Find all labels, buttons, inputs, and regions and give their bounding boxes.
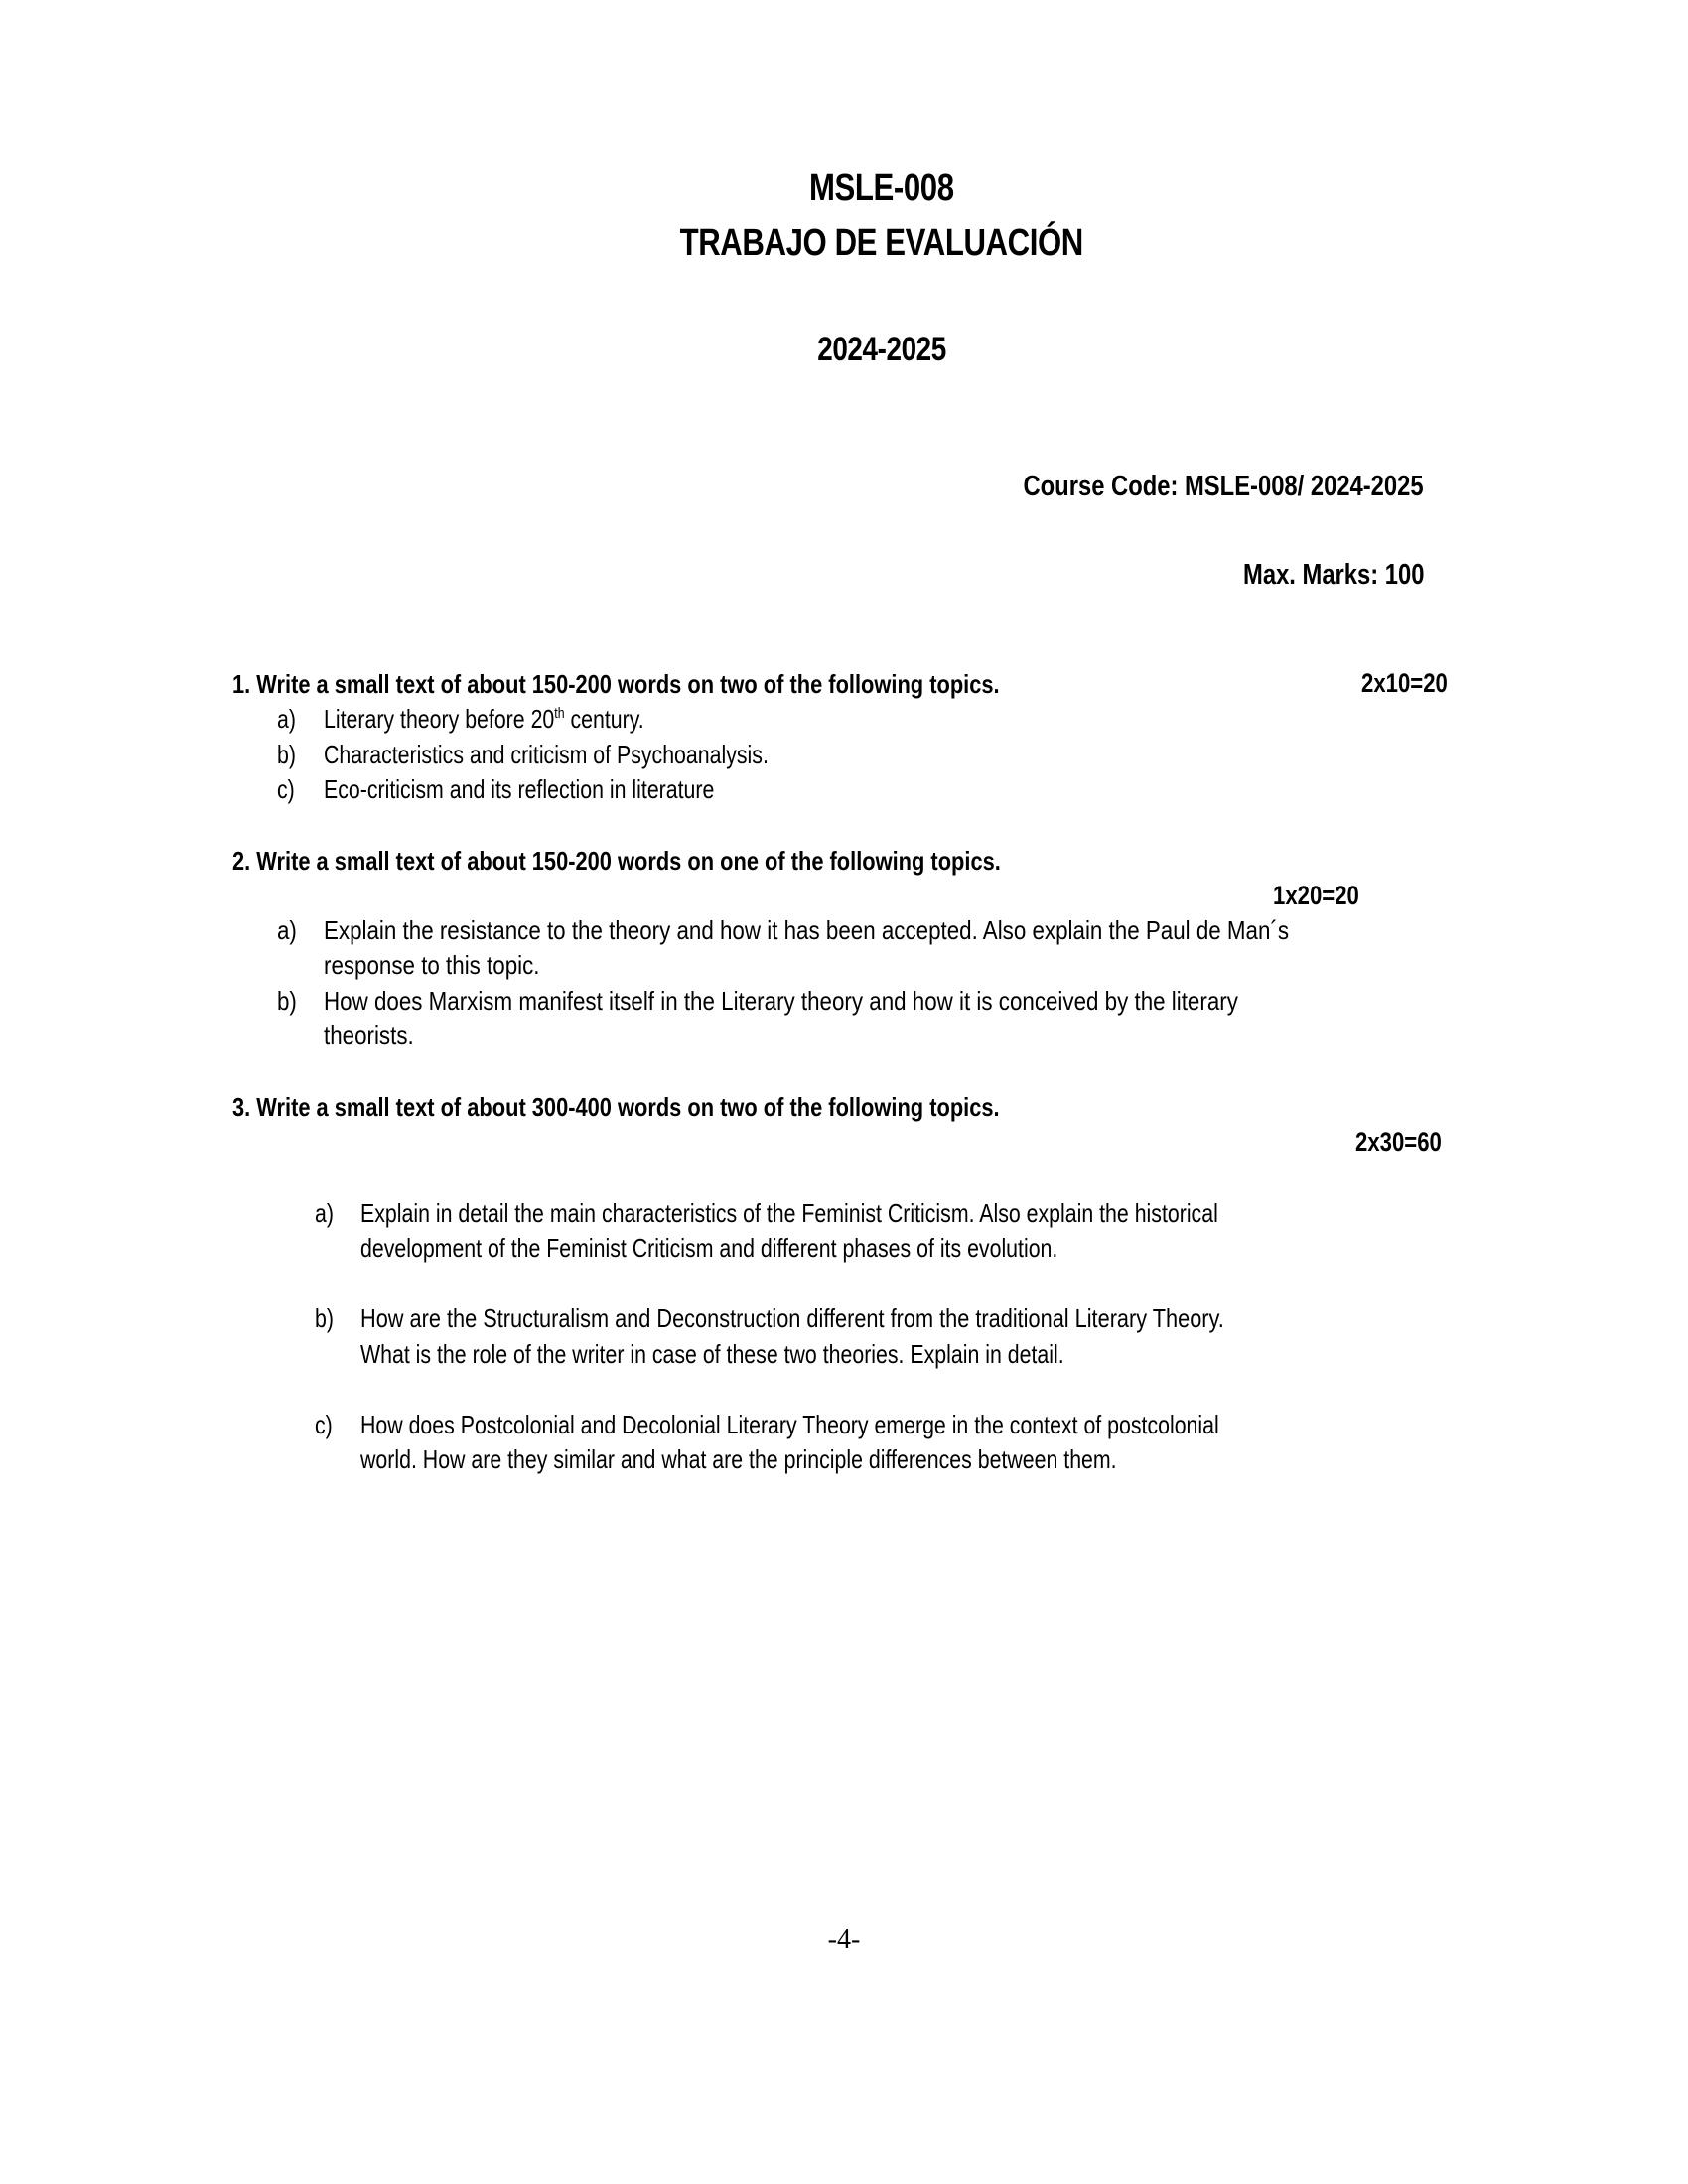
academic-year: 2024-2025 [817, 331, 946, 368]
question-1-prompt: 1. Write a small text of about 150-200 words on two of the following topics. [232, 669, 1000, 699]
question-3-prompt: 3. Write a small text of about 300-400 words on two of the following topics. [232, 1092, 1000, 1122]
question-3-marks: 2x30=60 [1355, 1127, 1442, 1157]
question-2-prompt: 2. Write a small text of about 150-200 words on one of the following topics. [232, 846, 1001, 876]
page-number: -4- [827, 1924, 861, 1955]
document-title: TRABAJO DE EVALUACIÓN [679, 222, 1084, 264]
max-marks: Max. Marks: 100 [1242, 559, 1424, 591]
question-2-marks: 1x20=20 [1273, 881, 1359, 910]
course-code: Course Code: MSLE-008/ 2024-2025 [1023, 471, 1424, 502]
question-1-marks: 2x10=20 [1361, 668, 1448, 698]
document-code: MSLE-008 [809, 167, 954, 208]
